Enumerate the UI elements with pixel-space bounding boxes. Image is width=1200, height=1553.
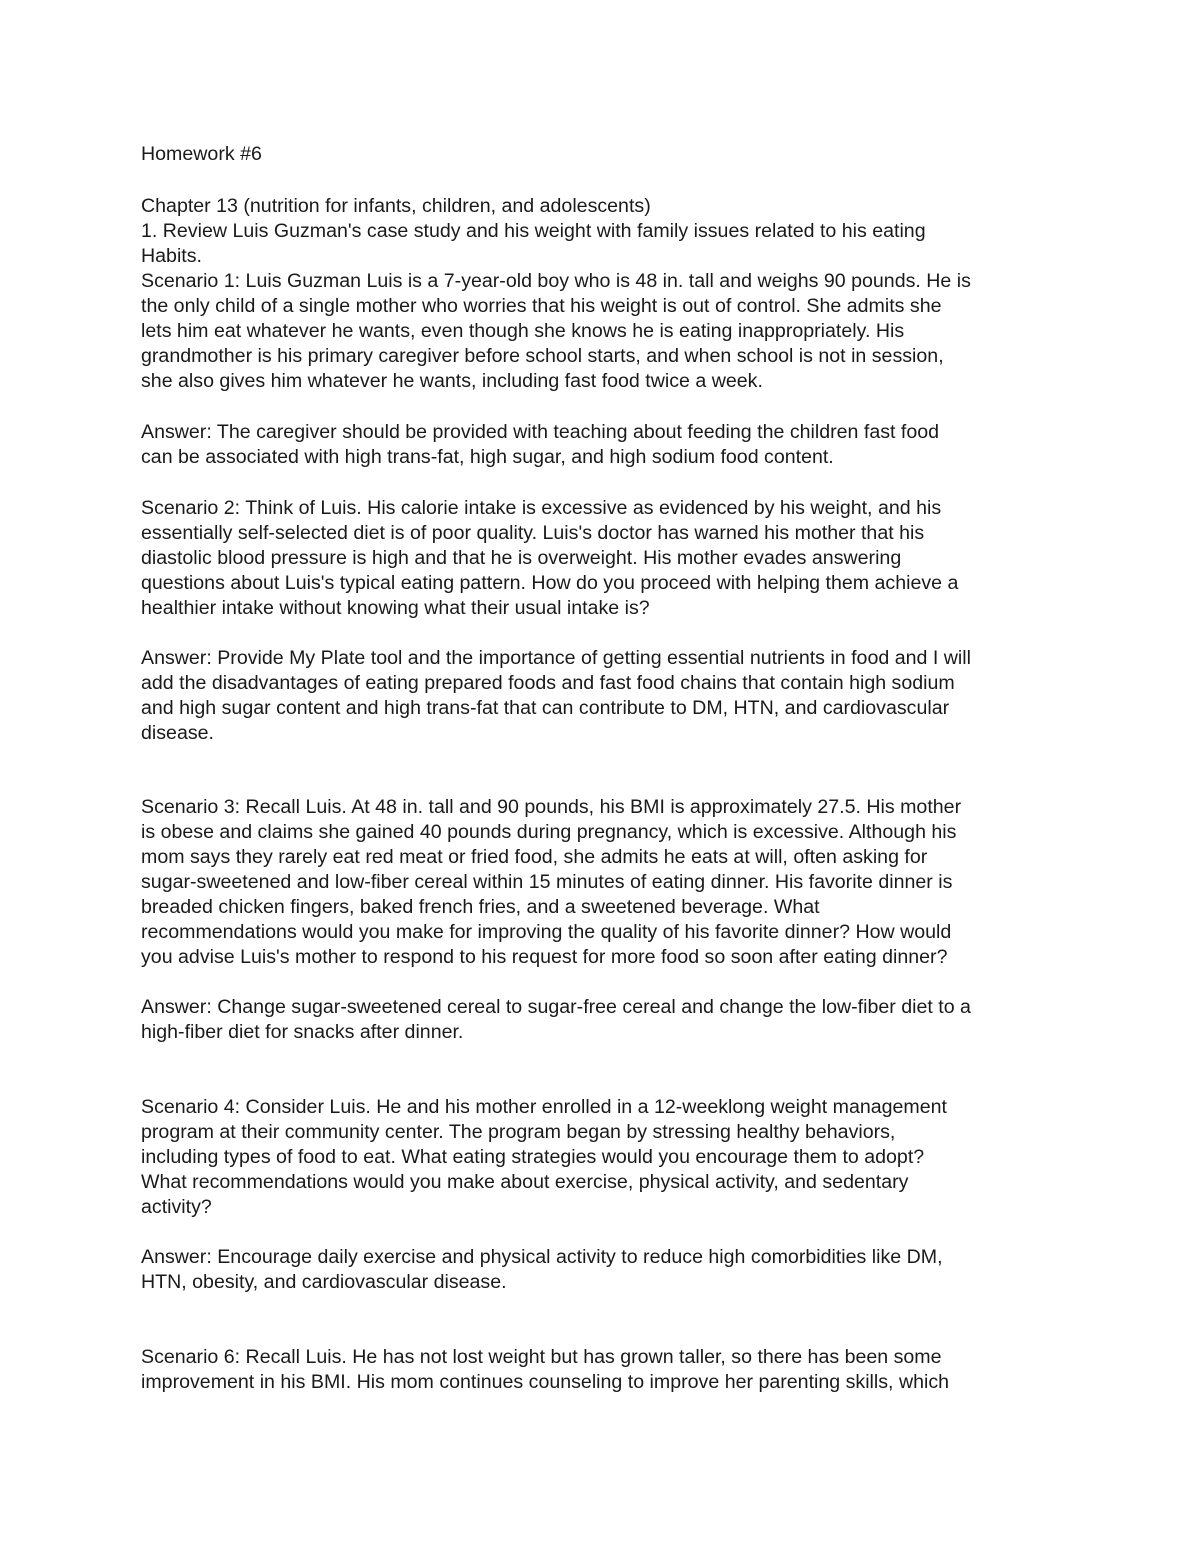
chapter-heading: Chapter 13 (nutrition for infants, children, and adolescents) bbox=[141, 195, 651, 217]
answer-2-line: and high sugar content and high trans-fat that can contribute to DM, HTN, and cardiovascular bbox=[141, 697, 950, 719]
scenario-6-line: Scenario 6: Recall Luis. He has not lost weight but has grown taller, so there has been some bbox=[141, 1346, 942, 1368]
scenario-2-line: Scenario 2: Think of Luis. His calorie intake is excessive as evidenced by his weight, and his bbox=[141, 497, 942, 519]
scenario-4-line: activity? bbox=[141, 1196, 212, 1218]
scenario-3-line: Scenario 3: Recall Luis. At 48 in. tall and 90 pounds, his BMI is approximately 27.5. His mother bbox=[141, 796, 962, 818]
scenario-3-line: sugar-sweetened and low-fiber cereal within 15 minutes of eating dinner. His favorite dinner is bbox=[141, 871, 953, 893]
scenario-3-line: recommendations would you make for improving the quality of his favorite dinner? How would bbox=[141, 921, 952, 943]
scenario-1-line: she also gives him whatever he wants, including fast food twice a week. bbox=[141, 370, 763, 392]
scenario-4-line: program at their community center. The program began by stressing healthy behaviors, bbox=[141, 1121, 896, 1143]
scenario-1-line: grandmother is his primary caregiver before school starts, and when school is not in session, bbox=[141, 345, 944, 367]
scenario-1-line: the only child of a single mother who worries that his weight is out of control. She admits she bbox=[141, 295, 942, 317]
scenario-2-line: essentially self-selected diet is of poor quality. Luis's doctor has warned his mother that his bbox=[141, 522, 925, 544]
scenario-3-line: is obese and claims she gained 40 pounds during pregnancy, which is excessive. Although his bbox=[141, 821, 957, 843]
scenario-4-line: What recommendations would you make about exercise, physical activity, and sedentary bbox=[141, 1171, 909, 1193]
answer-4-line: Answer: Encourage daily exercise and physical activity to reduce high comorbidities like DM, bbox=[141, 1246, 943, 1268]
scenario-2-line: healthier intake without knowing what their usual intake is? bbox=[141, 597, 650, 619]
answer-2-line: add the disadvantages of eating prepared foods and fast food chains that contain high sodium bbox=[141, 672, 955, 694]
answer-2-line: disease. bbox=[141, 722, 214, 744]
answer-3-line: Answer: Change sugar-sweetened cereal to sugar-free cereal and change the low-fiber diet to a bbox=[141, 996, 971, 1018]
scenario-3-line: mom says they rarely eat red meat or fried food, she admits he eats at will, often asking for bbox=[141, 846, 928, 868]
question-1-line: Habits. bbox=[141, 245, 202, 267]
answer-3-line: high-fiber diet for snacks after dinner. bbox=[141, 1021, 464, 1043]
scenario-6-line: improvement in his BMI. His mom continues counseling to improve her parenting skills, which bbox=[141, 1371, 950, 1393]
question-1-line: 1. Review Luis Guzman's case study and his weight with family issues related to his eating bbox=[141, 220, 926, 242]
scenario-4-line: Scenario 4: Consider Luis. He and his mother enrolled in a 12-weeklong weight management bbox=[141, 1096, 947, 1118]
answer-4-line: HTN, obesity, and cardiovascular disease. bbox=[141, 1271, 507, 1293]
scenario-2-line: diastolic blood pressure is high and that he is overweight. His mother evades answering bbox=[141, 547, 902, 569]
answer-1-line: Answer: The caregiver should be provided with teaching about feeding the children fast food bbox=[141, 421, 940, 443]
document-title: Homework #6 bbox=[141, 143, 262, 165]
scenario-3-line: you advise Luis's mother to respond to his request for more food so soon after eating dinner? bbox=[141, 946, 948, 968]
scenario-3-line: breaded chicken fingers, baked french fries, and a sweetened beverage. What bbox=[141, 896, 820, 918]
scenario-4-line: including types of food to eat. What eating strategies would you encourage them to adopt? bbox=[141, 1146, 925, 1168]
answer-1-line: can be associated with high trans-fat, high sugar, and high sodium food content. bbox=[141, 446, 834, 468]
scenario-1-line: lets him eat whatever he wants, even though she knows he is eating inappropriately. His bbox=[141, 320, 905, 342]
scenario-1-line: Scenario 1: Luis Guzman Luis is a 7-year-old boy who is 48 in. tall and weighs 90 pounds. He is bbox=[141, 270, 971, 292]
scenario-2-line: questions about Luis's typical eating pattern. How do you proceed with helping them achieve a bbox=[141, 572, 959, 594]
answer-2-line: Answer: Provide My Plate tool and the importance of getting essential nutrients in food and I will bbox=[141, 647, 971, 669]
